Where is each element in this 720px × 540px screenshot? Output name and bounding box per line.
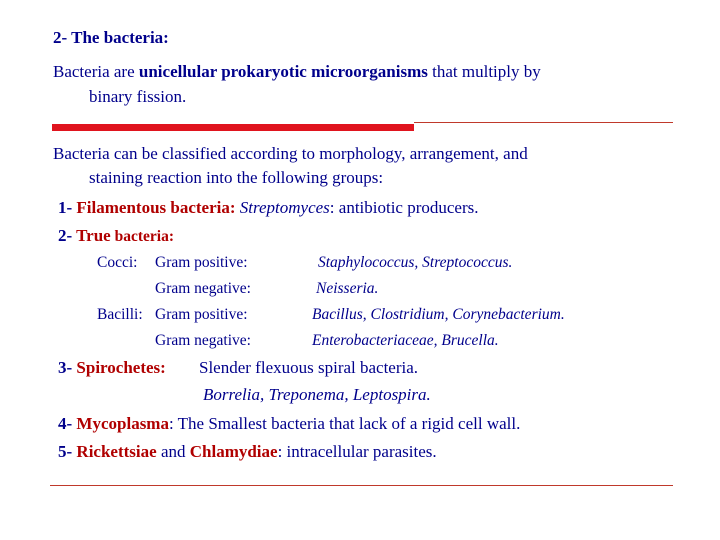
section-heading: 2- The bacteria: bbox=[53, 28, 169, 47]
classify-line-2: staining reaction into the following groups: bbox=[89, 168, 384, 187]
item-1-number: 1- bbox=[58, 198, 77, 217]
intro-text-end: that multiply by bbox=[427, 62, 541, 81]
item-2-label-2: bacteria: bbox=[110, 228, 174, 245]
item-5-and: and bbox=[156, 442, 190, 461]
bacilli-gram-negative-label: Gram negative: bbox=[155, 332, 251, 349]
divider-bottom bbox=[50, 485, 673, 486]
item-5 bbox=[58, 442, 437, 462]
bacilli-gram-positive-label: Gram positive: bbox=[155, 306, 248, 323]
item-3 bbox=[58, 358, 166, 378]
item-4 bbox=[58, 414, 520, 434]
item-2-number: 2- bbox=[58, 226, 77, 245]
bacilli-label: Bacilli: bbox=[97, 306, 143, 323]
item-4-label: Mycoplasma bbox=[76, 414, 169, 433]
cocci-gram-positive-label: Gram positive: bbox=[155, 254, 248, 271]
item-1-genus: Streptomyces bbox=[239, 198, 330, 217]
item-3-examples: Borrelia, Treponema, Leptospira. bbox=[203, 385, 431, 404]
item-1-label: Filamentous bacteria: bbox=[76, 198, 236, 217]
item-2-label: True bbox=[76, 226, 111, 245]
item-3-number: 3- bbox=[58, 358, 77, 377]
item-5-text: : intracellular parasites. bbox=[277, 442, 437, 461]
item-5-label: Rickettsiae bbox=[76, 442, 157, 461]
intro-line-1 bbox=[53, 62, 541, 82]
item-5-label-2: Chlamydiae bbox=[189, 442, 278, 461]
item-1-text: : antibiotic producers. bbox=[329, 198, 479, 217]
item-5-number: 5- bbox=[58, 442, 77, 461]
intro-text: Bacteria are bbox=[53, 62, 139, 81]
bacilli-gram-positive-value: Bacillus, Clostridium, Corynebacterium. bbox=[312, 306, 565, 323]
item-4-text: : The Smallest bacteria that lack of a rigid cell wall. bbox=[168, 414, 521, 433]
intro-line-2: binary fission. bbox=[89, 87, 187, 106]
intro-bold: unicellular prokaryotic microorganisms bbox=[138, 62, 428, 81]
cocci-label: Cocci: bbox=[97, 254, 138, 271]
bacilli-gram-negative-value: Enterobacteriaceae, Brucella. bbox=[312, 332, 499, 349]
cocci-gram-positive-value: Staphylococcus, Streptococcus. bbox=[318, 254, 513, 271]
accent-bar bbox=[52, 124, 414, 131]
classify-line-1: Bacteria can be classified according to morphology, arrangement, and bbox=[53, 144, 528, 163]
item-3-label: Spirochetes: bbox=[76, 358, 166, 377]
cocci-gram-negative-label: Gram negative: bbox=[155, 280, 251, 297]
cocci-gram-negative-value: Neisseria. bbox=[316, 280, 379, 297]
divider-top bbox=[414, 122, 673, 123]
item-1 bbox=[58, 198, 479, 218]
item-3-text: Slender flexuous spiral bacteria. bbox=[199, 358, 419, 377]
item-4-number: 4- bbox=[58, 414, 77, 433]
item-2 bbox=[58, 226, 174, 247]
